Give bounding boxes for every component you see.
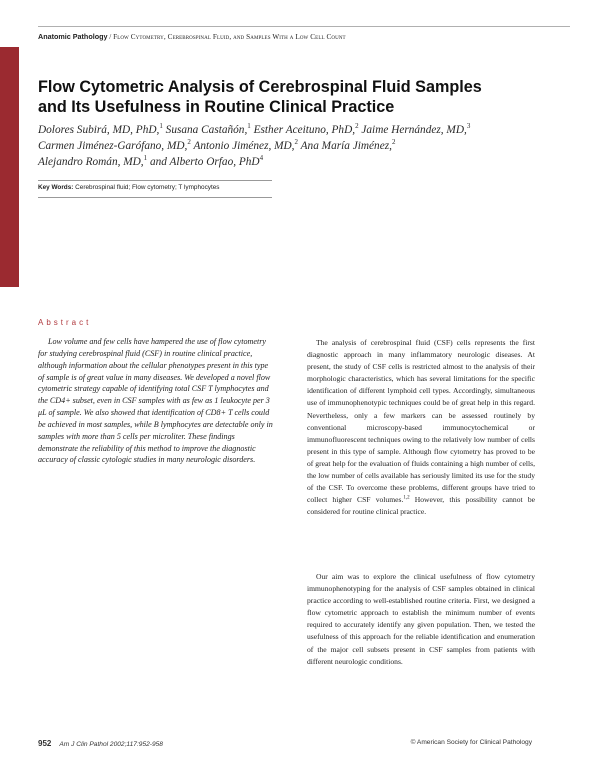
journal-citation: Am J Clin Pathol 2002;117:952-958: [59, 741, 163, 748]
author-name: Ana María Jiménez,: [300, 140, 392, 152]
copyright-notice: © American Society for Clinical Pathology: [410, 739, 532, 746]
running-head-title: Flow Cytometry, Cerebrospinal Fluid, and Samples With a Low Cell Count: [113, 33, 346, 41]
author-name: and Alberto Orfao, PhD: [149, 156, 260, 168]
author-list: [38, 122, 558, 170]
keywords: [38, 184, 278, 191]
author-name: Carmen Jiménez-Garófano, MD,: [38, 140, 188, 152]
author-affiliation: 1: [159, 122, 163, 131]
abstract-heading: Abstract: [38, 318, 92, 327]
keywords-text: Cerebrospinal fluid; Flow cytometry; T lymphocytes: [73, 184, 220, 191]
header-rule: [38, 26, 570, 27]
author-affiliation: 2: [294, 138, 299, 147]
author-name: Antonio Jiménez, MD,: [193, 140, 295, 152]
article-title-line-2: and Its Usefulness in Routine Clinical Practice: [38, 97, 395, 116]
keywords-label: Key Words:: [38, 184, 74, 191]
body-paragraph-1-text: The analysis of cerebrospinal fluid (CSF) cells represents the first diagnostic approach in many inflammatory neurologic diseases. At present, the study of CSF cells is restricted almost to the analysis of their morphologic characteristics, which has several limitations for the specific identification of different lymphoid cell types. Accordingly, simultaneous use of immunophenotypic techniques could be of great help in this regard. Nevertheless, only a few markers can be assessed routinely by conventional microscopy-based immunocytochemical or immunofluorescent techniques owing to the relatively low number of cells present in this type of sample. Although flow cytometry has proved to be of great help for the evaluation of fluids containing a high number of cells, the low number of cells available has seriously limited its use for the study of the CSF. To overcome these problems, different groups have tried to collect higher CSF volumes.: [307, 338, 535, 505]
running-head-section: Anatomic Pathology: [38, 32, 108, 41]
running-head-separator: /: [107, 33, 114, 41]
body-paragraph-2: Our aim was to explore the clinical usefulness of flow cytometry immunophenotyping for the analysis of CSF samples obtained in clinical practice according to well-established routine criteria. First, we designed a flow cytometric approach to establish the minimum number of events required to accurately identify any given population. Then, we tested the usefulness of this approach for the reliable identification and enumeration of the major cell subsets present in CSF samples from patients with different neurologic conditions.: [307, 572, 535, 666]
author-affiliation: 2: [355, 122, 359, 131]
author-affiliation: 3: [466, 122, 471, 131]
author-affiliation: 2: [187, 138, 191, 147]
author-affiliation: 4: [259, 154, 264, 163]
keywords-bottom-rule: [38, 197, 272, 198]
section-color-bar: [0, 47, 19, 287]
body-paragraph-1-tail: However, this possibility cannot be considered for routine clinical practice.: [307, 495, 535, 517]
author-affiliation: 1: [247, 122, 251, 131]
author-name: Alejandro Román, MD,: [38, 156, 144, 168]
author-name: Esther Aceituno, PhD,: [253, 124, 356, 136]
author-affiliation: 1: [143, 154, 148, 163]
author-name: Susana Castañón,: [165, 124, 248, 136]
author-name: Jaime Hernández, MD,: [361, 124, 467, 136]
keywords-top-rule: [38, 180, 272, 181]
author-affiliation: 2: [391, 138, 396, 147]
article-title-line-1: Flow Cytometric Analysis of Cerebrospinal Fluid Samples: [38, 78, 482, 96]
footer-left: [38, 739, 163, 748]
page-number: 952: [38, 739, 52, 748]
body-paragraph-1: [307, 337, 535, 518]
article-title: [38, 78, 558, 117]
running-head: [38, 32, 346, 41]
abstract-text: Low volume and few cells have hampered the use of flow cytometry for studying cerebrospinal fluid (CSF) in routine clinical practice, although information about the cellular phenotypes present in this type of sample is of great value in many diseases. We developed a novel flow cytometric strategy capable of identifying total CSF T lymphocytes and the CD4+ subset, even in CSF samples with as few as 1 leukocyte per 3 μL of sample. We also showed that identification of CD8+ T cells could be achieved in most samples, while B lymphocytes are detectable only in samples with more than 5 cells per microliter. These findings demonstrate the reliability of this method to improve the diagnostic accuracy of classic cytologic studies in many neurologic disorders.: [38, 337, 273, 465]
citation-ref: 1,2: [403, 495, 410, 501]
author-name: Dolores Subirá, MD, PhD,: [38, 124, 160, 136]
